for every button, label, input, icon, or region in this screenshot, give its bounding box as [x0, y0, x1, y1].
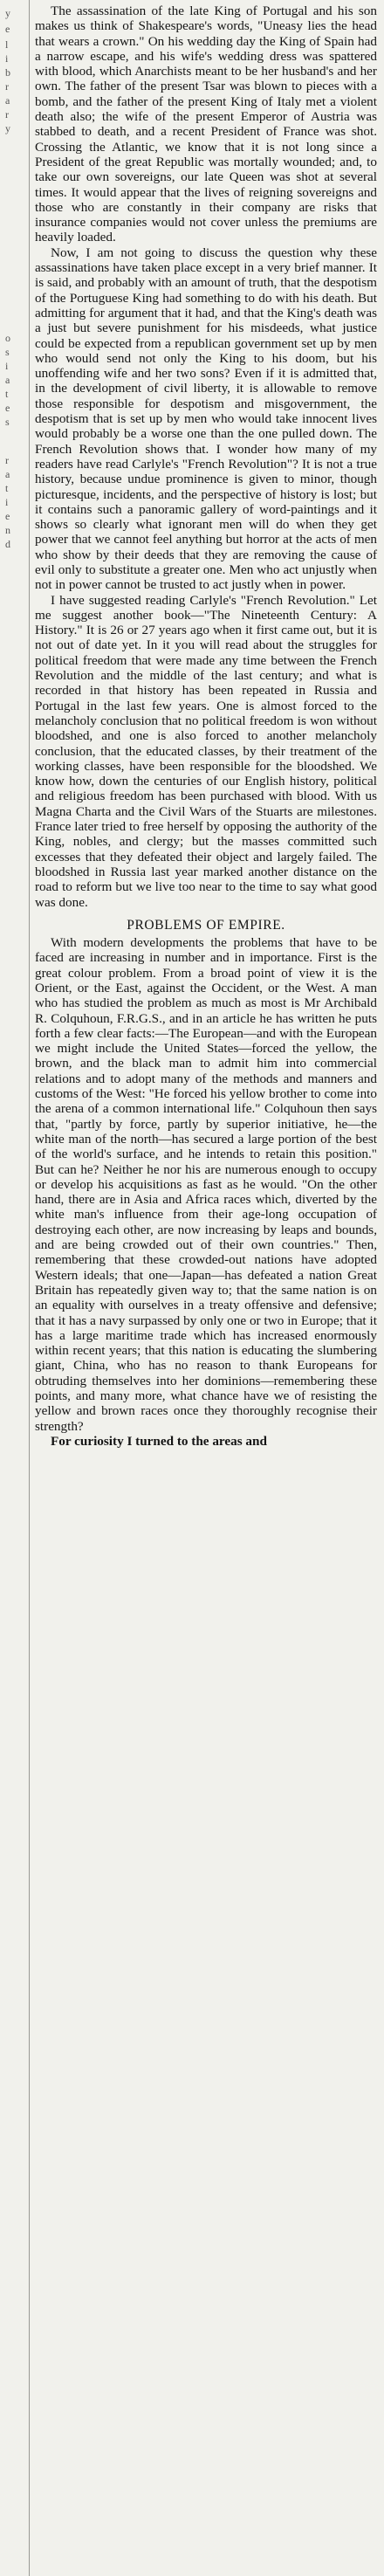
margin-fragment: e: [5, 510, 10, 522]
margin-fragment: b: [5, 66, 10, 79]
margin-fragment: e: [5, 402, 10, 414]
margin-fragment: r: [5, 108, 9, 121]
margin-fragment: s: [5, 346, 10, 358]
margin-fragment: l: [5, 38, 9, 51]
margin-fragment: t: [5, 388, 9, 400]
section-heading: PROBLEMS OF EMPIRE.: [127, 917, 285, 933]
margin-fragment: o: [5, 332, 10, 344]
margin-fragment: r: [5, 454, 9, 466]
left-margin-fragments: [0, 0, 26, 2576]
article-paragraph: Now, I am not going to discuss the question why these assassinations have taken place except in a very brief manner. It is said, and probably with an amount of truth, that the despotism of the Portuguese King had something to do with his death. But admitting for argument that it had, and that the King's death was a just but severe punishment for his misdeeds, what justice could be expected from a republican government set up by men who would send not only the King to his doom, but his unoffending wife and her two sons? Even if it is admitted that, in the development of civil liberty, it is allowable to remove those responsible for despotism and misgovernment, the despotism that is set up by men who would take innocent lives would probably be a worse one than the one pulled down. The French Revolution shows that. I wonder how many of my readers have read Carlyle's "French Revolution"? It is not a true history, because undue prominence is given to minor, though picturesque, incidents, and the perspective of history is lost; but it contains such a panoramic gallery of word-paintings and it shows so clearly what ignorant men will do when they get power that we cannot feel anything but horror at the acts of men who show by their deeds that they are removing the cause of evil only to substitute a greater one. Men who act unjustly when not in power cannot be trusted to act justly when in power.: [35, 245, 377, 593]
article-paragraph: With modern developments the problems that have to be faced are increasing in number and in importance. First is the great colour problem. From a broad point of view it is the Orient, or the East, against the Occident, or the West. A man who has studied the problem as much as most is Mr Archibald R. Colquhoun, F.R.G.S., and in an article he has written he puts forth a few clear facts:—The European—and with the European we might include the United States—forced the yellow, the brown, and the black man to admit him into commercial relations and to adopt many of the methods and manners and customs of the West: "He forced his yellow brother to come into the arena of a common international life." Colquhoun then says that, "partly by force, partly by superior initiative, he—the white man of the north—has secured a large portion of the best of the world's surface, and he intends to retain this position." But can he? Neither he nor his are numerous enough to occupy or develop his acquisitions as fast as he would. "On the other hand, there are in Asia and Africa races which, diverted by the white man's influence from their age-long occupation of destroying each other, are now increasing by leaps and bounds, and are being crowded out of their own countries." Then, remembering that these crowded-out nations have adopted Western ideals; that one—Japan—has defeated a nation Great Britain has repeatedly given way to; that the same nation is on an equality with ourselves in a treaty offensive and defensive; that it has a navy surpassed by only one or two in Europe; that it has a large maritime trade which has increased enormously within recent years; that this nation is educating the slumbering giant, China, who has no reason to thank Europeans for obtruding themselves into her dominions—remembering these points, and many more, what chance have we of resisting the yellow and brown races once they thoroughly recognise their strength?: [35, 935, 377, 1434]
article-column: [35, 3, 377, 1449]
margin-fragment: e: [5, 23, 10, 35]
margin-fragment: i: [5, 52, 9, 65]
margin-fragment: a: [5, 468, 10, 480]
margin-fragment: y: [5, 122, 10, 134]
margin-fragment: a: [5, 374, 10, 386]
article-paragraph: I have suggested reading Carlyle's "French Revolution." Let me suggest another book—"The Nineteenth Century: A History." It is 26 or 27 years ago when it first came out, but it is not out of date yet. In it you will read about the struggles for political freedom that were made any time between the French Revolution and the middle of the last century; and what is recorded in that history has been repeated in Russia and Portugal in the last few years. One is almost forced to the melancholy conclusion that no political freedom is won without bloodshed, and one is also forced to another melancholy conclusion, that the educated classes, by their treatment of the working classes, have been responsible for the bloodshed. We know how, down the centuries of our English history, political and religious freedom has been purchased with blood. With us Magna Charta and the Civil Wars of the Stuarts are milestones. France later tried to free herself by opposing the authority of the King, nobles, and clergy; but the masses committed such excesses that they defeated their object and largely failed. The bloodshed in Russia last year marked another distance on the road to reform but we live too near to the time to say what good was done.: [35, 592, 377, 910]
margin-fragment: r: [5, 80, 9, 93]
article-last-line: For curiosity I turned to the areas and: [51, 1433, 267, 1449]
column-rule: [29, 0, 30, 2576]
margin-fragment: t: [5, 482, 9, 494]
margin-fragment: s: [5, 416, 10, 428]
margin-fragment: y: [5, 7, 10, 19]
margin-fragment: i: [5, 496, 9, 508]
margin-fragment: d: [5, 538, 10, 550]
margin-fragment: i: [5, 360, 9, 372]
margin-fragment: a: [5, 94, 10, 107]
article-paragraph: The assassination of the late King of Portugal and his son makes us think of Shakespeare's words, "Uneasy lies the head that wears a crown." On his wedding day the King of Spain had a narrow escape, and his wife's wedding dress was spattered with blood, which Anarchists meant to be her husband's and her own. The father of the present Tsar was blown to pieces with a bomb, and the father of the present King of Italy met a violent death also; the wife of the present Emperor of Austria was stabbed to death, and a recent President of France was shot. Crossing the Atlantic, we know that it is not long since a President of the great Republic was mortally wounded; and, to take our own sovereigns, our late Queen was shot at several times. It would appear that the lives of reigning sovereigns and those who are constantly in their company are risks that insurance companies would not cover unless the premiums are heavily loaded.: [35, 3, 377, 245]
margin-fragment: n: [5, 524, 10, 536]
